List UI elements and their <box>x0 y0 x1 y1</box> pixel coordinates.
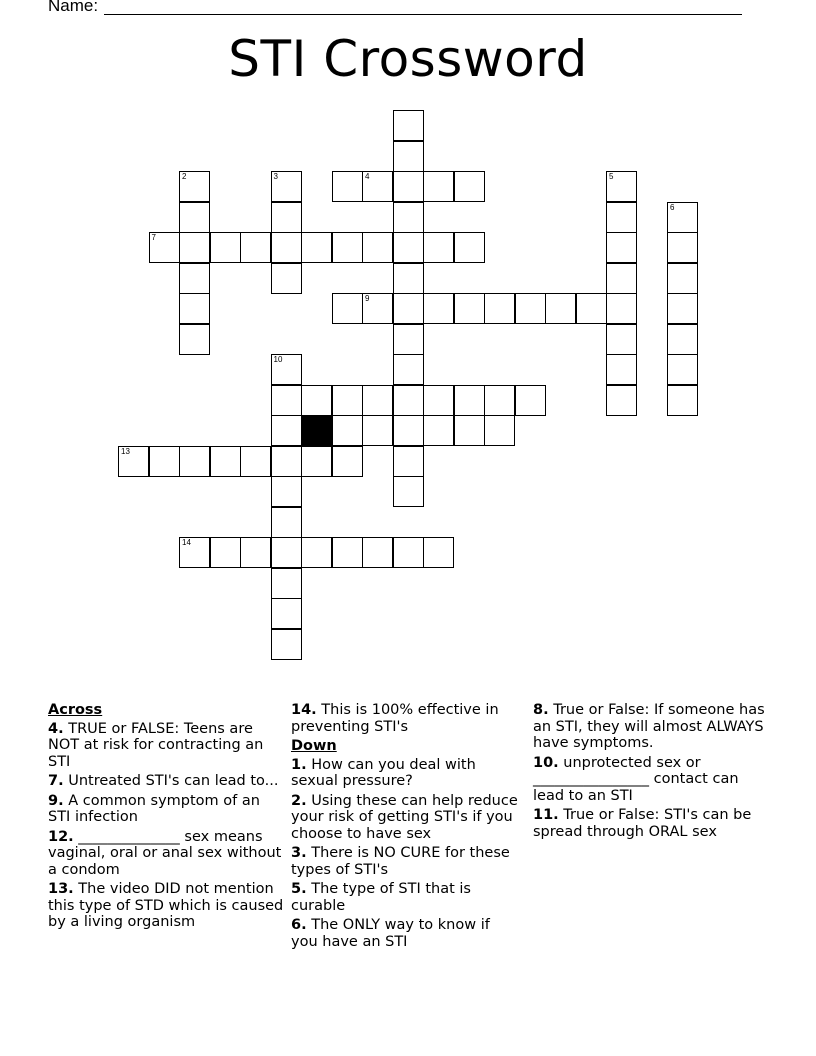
clue-number: 6. <box>291 917 307 933</box>
grid-cell[interactable] <box>271 263 302 294</box>
grid-cell[interactable] <box>484 415 515 446</box>
grid-cell[interactable] <box>606 324 637 355</box>
cell-number: 5 <box>609 172 614 181</box>
clue-number: 9. <box>48 792 64 809</box>
grid-cell[interactable] <box>545 293 576 324</box>
clue-across-7 <box>48 773 284 790</box>
grid-cell[interactable] <box>423 293 454 324</box>
down-heading: Down <box>291 738 337 754</box>
grid-cell[interactable] <box>667 354 698 385</box>
grid-cell[interactable] <box>484 385 515 416</box>
grid-cell[interactable] <box>271 537 302 568</box>
clue-number: 2. <box>291 792 307 809</box>
grid-cell[interactable] <box>667 263 698 294</box>
clue-across-9 <box>48 793 284 826</box>
cell-number: 4 <box>365 172 370 181</box>
clue-text: This is 100% effective in preventing STI's <box>291 702 499 735</box>
grid-cell[interactable] <box>179 293 210 324</box>
grid-cell[interactable] <box>362 232 393 263</box>
grid-cell[interactable] <box>210 232 241 263</box>
grid-cell[interactable] <box>362 171 393 202</box>
clue-text: Using these can help reduce your risk of getting STI's if you choose to have sex <box>291 792 518 842</box>
grid-cell[interactable] <box>423 232 454 263</box>
grid-cell[interactable] <box>667 293 698 324</box>
clue-down-1 <box>291 757 521 790</box>
clue-across-12 <box>48 829 284 879</box>
cell-number: 13 <box>121 446 130 456</box>
grid-cell[interactable] <box>271 568 302 599</box>
grid-cell[interactable] <box>423 415 454 446</box>
clue-text: Untreated STI's can lead to... <box>68 773 279 789</box>
across-heading: Across <box>48 702 103 718</box>
clue-number: 7. <box>48 773 64 789</box>
grid-cell[interactable] <box>667 324 698 355</box>
clue-number: 5. <box>291 881 307 897</box>
clue-text: ______________ sex means vaginal, oral or anal sex without a condom <box>48 828 282 878</box>
grid-cell[interactable] <box>393 171 424 202</box>
grid-cell[interactable] <box>179 537 210 568</box>
grid-cell[interactable] <box>393 476 424 507</box>
grid-cell[interactable] <box>271 354 302 385</box>
grid-cell[interactable] <box>118 446 149 477</box>
grid-cell[interactable] <box>362 293 393 324</box>
clue-text: A common symptom of an STI infection <box>48 792 260 825</box>
grid-cell[interactable] <box>606 263 637 294</box>
page-title: STI Crossword <box>228 30 588 88</box>
grid-cell[interactable] <box>362 385 393 416</box>
clue-text: True or False: STI's can be spread through ORAL sex <box>533 807 752 840</box>
grid-cell[interactable] <box>515 385 546 416</box>
clue-column-1 <box>48 702 284 934</box>
grid-cell[interactable] <box>179 446 210 477</box>
grid-cell[interactable] <box>210 446 241 477</box>
grid-cell[interactable] <box>606 385 637 416</box>
grid-cell[interactable] <box>179 171 210 202</box>
cell-number: 9 <box>365 294 370 303</box>
clue-text: TRUE or FALSE: Teens are NOT at risk for contracting an STI <box>48 720 264 770</box>
grid-cell[interactable] <box>393 446 424 477</box>
grid-cell[interactable] <box>271 385 302 416</box>
clue-down-10 <box>533 755 769 805</box>
clue-across-4 <box>48 721 284 771</box>
grid-cell[interactable] <box>240 232 271 263</box>
grid-cell[interactable] <box>393 324 424 355</box>
grid-cell[interactable] <box>149 446 180 477</box>
black-cell <box>301 415 332 446</box>
grid-cell[interactable] <box>271 232 302 263</box>
grid-cell[interactable] <box>240 537 271 568</box>
grid-cell[interactable] <box>179 263 210 294</box>
grid-cell[interactable] <box>454 293 485 324</box>
clue-number: 3. <box>291 845 307 861</box>
grid-cell[interactable] <box>606 293 637 324</box>
grid-cell[interactable] <box>606 354 637 385</box>
grid-cell[interactable] <box>576 293 607 324</box>
grid-cell[interactable] <box>423 537 454 568</box>
clue-text: How can you deal with sexual pressure? <box>291 756 476 789</box>
cell-number: 14 <box>182 538 191 547</box>
grid-cell[interactable] <box>332 171 363 202</box>
grid-cell[interactable] <box>393 232 424 263</box>
grid-cell[interactable] <box>515 293 546 324</box>
cell-number: 3 <box>273 172 278 181</box>
grid-cell[interactable] <box>393 263 424 294</box>
grid-cell[interactable] <box>179 324 210 355</box>
clue-number: 14. <box>291 702 317 718</box>
grid-cell[interactable] <box>179 202 210 233</box>
grid-cell[interactable] <box>606 202 637 233</box>
grid-cell[interactable] <box>149 232 180 263</box>
grid-cell[interactable] <box>271 598 302 629</box>
grid-cell[interactable] <box>301 232 332 263</box>
grid-cell[interactable] <box>271 446 302 477</box>
clue-number: 8. <box>533 702 549 718</box>
clue-text: The ONLY way to know if you have an STI <box>291 917 490 950</box>
grid-cell[interactable] <box>484 293 515 324</box>
clue-down-5 <box>291 881 521 914</box>
grid-cell[interactable] <box>271 629 302 660</box>
clue-number: 12. <box>48 828 74 845</box>
grid-cell[interactable] <box>332 537 363 568</box>
clue-text: There is NO CURE for these types of STI's <box>291 845 510 878</box>
grid-cell[interactable] <box>271 476 302 507</box>
grid-cell[interactable] <box>271 507 302 538</box>
grid-cell[interactable] <box>454 232 485 263</box>
grid-cell[interactable] <box>393 202 424 233</box>
name-label: Name: <box>48 0 99 15</box>
grid-cell[interactable] <box>393 354 424 385</box>
grid-cell[interactable] <box>240 446 271 477</box>
grid-cell[interactable] <box>332 385 363 416</box>
grid-cell[interactable] <box>362 537 393 568</box>
clue-number: 1. <box>291 756 307 773</box>
clue-column-2 <box>291 702 521 953</box>
grid-cell[interactable] <box>606 232 637 263</box>
grid-cell[interactable] <box>393 293 424 324</box>
grid-cell[interactable] <box>393 110 424 141</box>
grid-cell[interactable] <box>423 171 454 202</box>
clue-number: 10. <box>533 754 559 771</box>
clue-text: The video DID not mention this type of STD which is caused by a living organism <box>48 881 284 930</box>
grid-cell[interactable] <box>606 171 637 202</box>
grid-cell[interactable] <box>667 202 698 233</box>
grid-cell[interactable] <box>271 415 302 446</box>
clue-text: unprotected sex or ________________ contact can lead to an STI <box>533 754 739 804</box>
clue-number: 11. <box>533 807 559 823</box>
cell-number: 2 <box>182 172 187 181</box>
clue-down-8 <box>533 702 769 752</box>
clue-down-6 <box>291 917 521 950</box>
grid-cell[interactable] <box>393 415 424 446</box>
clue-column-3 <box>533 702 769 843</box>
grid-cell[interactable] <box>454 171 485 202</box>
clue-text: The type of STI that is curable <box>291 881 471 914</box>
clue-down-3 <box>291 845 521 878</box>
grid-cell[interactable] <box>393 385 424 416</box>
grid-cell[interactable] <box>271 202 302 233</box>
grid-cell[interactable] <box>210 537 241 568</box>
grid-cell[interactable] <box>332 446 363 477</box>
clue-across-14 <box>291 702 521 735</box>
grid-cell[interactable] <box>332 232 363 263</box>
clue-down-2 <box>291 793 521 843</box>
grid-cell[interactable] <box>423 385 454 416</box>
grid-cell[interactable] <box>301 446 332 477</box>
grid-cell[interactable] <box>393 141 424 172</box>
grid-cell[interactable] <box>667 232 698 263</box>
grid-cell[interactable] <box>393 537 424 568</box>
grid-cell[interactable] <box>301 537 332 568</box>
grid-cell[interactable] <box>332 293 363 324</box>
grid-cell[interactable] <box>362 415 393 446</box>
grid-cell[interactable] <box>454 415 485 446</box>
cell-number: 6 <box>670 202 675 212</box>
clue-across-13 <box>48 881 284 931</box>
grid-cell[interactable] <box>301 385 332 416</box>
cell-number: 10 <box>273 355 283 364</box>
clue-text: True or False: If someone has an STI, they will almost ALWAYS have symptoms. <box>533 702 765 751</box>
clue-down-11 <box>533 807 769 840</box>
grid-cell[interactable] <box>271 171 302 202</box>
clue-number: 4. <box>48 720 64 737</box>
cell-number: 7 <box>151 233 156 242</box>
grid-cell[interactable] <box>454 385 485 416</box>
grid-cell[interactable] <box>667 385 698 416</box>
grid-cell[interactable] <box>332 415 363 446</box>
clue-number: 13. <box>48 881 74 897</box>
grid-cell[interactable] <box>179 232 210 263</box>
